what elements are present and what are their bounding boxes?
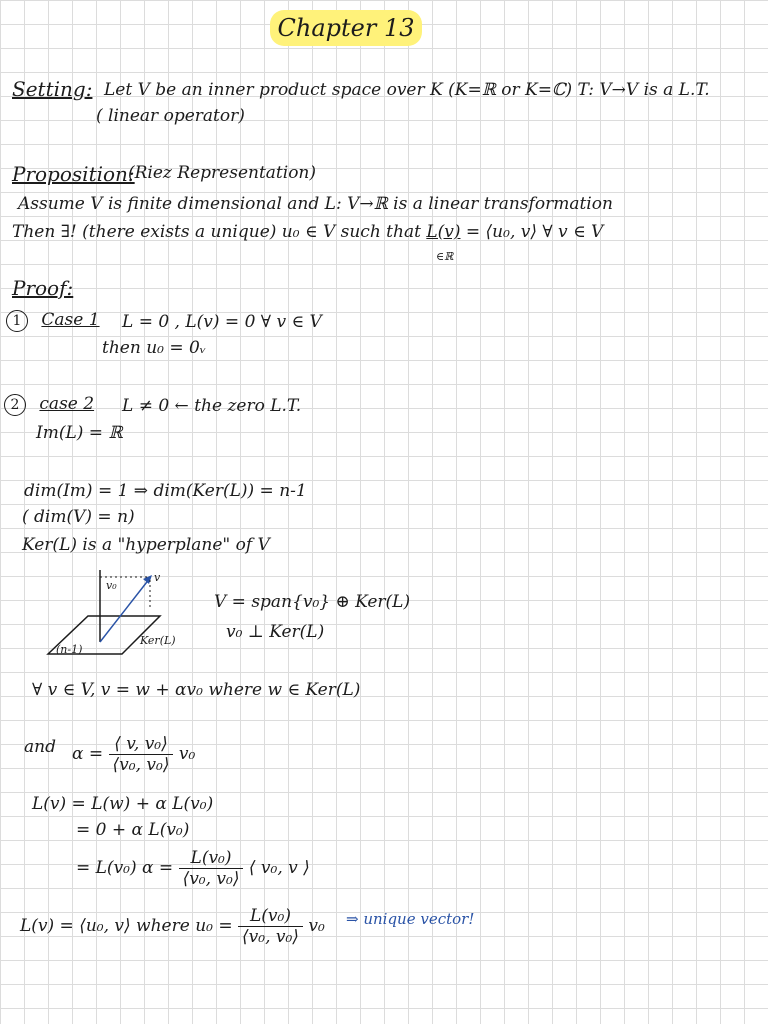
lv-line-2: = 0 + α L(v₀) — [76, 820, 190, 840]
alpha-numerator: ⟨ v, v₀⟩ — [109, 734, 174, 755]
case-2-line-2: Im(L) = ℝ — [36, 423, 123, 443]
diagram-label-v0: v₀ — [106, 579, 117, 592]
lv-line-1: L(v) = L(w) + α L(v₀) — [32, 794, 214, 814]
case-1-row — [6, 310, 100, 332]
case-1-line-2: then u₀ = 0ᵥ — [102, 338, 207, 358]
final-line — [20, 906, 325, 947]
proposition-label: Proposition: — [12, 162, 135, 186]
lv-line-3 — [76, 848, 310, 889]
forall-decomposition: ∀ v ∈ V, v = w + αv₀ where w ∈ Ker(L) — [32, 680, 361, 700]
case-2-number: 2 — [4, 394, 26, 416]
case-1-line-1: L = 0 , L(v) = 0 ∀ v ∈ V — [122, 312, 322, 332]
perp-statement: v₀ ⊥ Ker(L) — [226, 622, 325, 642]
case-2-label: case 2 — [39, 394, 95, 414]
dim-line-1: dim(Im) = 1 ⇒ dim(Ker(L)) = n-1 — [24, 481, 307, 501]
final-denominator: ⟨v₀, v₀⟩ — [242, 927, 299, 947]
final-post: v₀ — [308, 916, 325, 936]
alpha-denominator: ⟨v₀, v₀⟩ — [112, 755, 170, 775]
final-numerator: L(v₀) — [238, 906, 303, 927]
lv-line-3-post: ⟨ v₀, v ⟩ — [248, 858, 310, 878]
case-2-line-1: L ≠ 0 ← the zero L.T. — [122, 396, 302, 416]
case-1-number: 1 — [6, 310, 28, 332]
proposition-line-2-post: = ⟨u₀, v⟩ ∀ v ∈ V — [465, 222, 604, 242]
alpha-fraction — [109, 734, 174, 775]
diagram-label-v: v — [154, 571, 161, 584]
span-equation: V = span{v₀} ⊕ Ker(L) — [214, 592, 411, 612]
case-1-label: Case 1 — [41, 310, 100, 330]
lv-line-3-numerator: L(v₀) — [179, 848, 244, 869]
alpha-eq-post: v₀ — [178, 744, 196, 764]
proposition-line-1: Assume V is finite dimensional and L: V→ℝ is a linear transformation — [18, 194, 613, 214]
setting-line-2: ( linear operator) — [96, 106, 245, 126]
proposition-lv: L(v) — [426, 222, 461, 242]
lv-line-3-pre: = L(v₀) α = — [76, 858, 174, 878]
proof-label: Proof: — [12, 276, 74, 300]
setting-label: Setting: — [12, 77, 93, 101]
alpha-eq-pre: α = — [72, 744, 104, 764]
final-fraction — [238, 906, 303, 947]
proposition-line-2 — [12, 222, 603, 242]
chapter-title: Chapter 13 — [270, 10, 422, 46]
v-vector-arrowhead — [143, 575, 152, 584]
dim-line-2: ( dim(V) = n) — [22, 507, 135, 527]
hyperplane-line: Ker(L) is a "hyperplane" of V — [22, 535, 270, 555]
and-label: and — [24, 737, 56, 757]
lv-line-3-denominator: ⟨v₀, v₀⟩ — [182, 869, 240, 889]
lv-line-3-fraction — [179, 848, 244, 889]
unique-vector-note: ⇒ unique vector! — [346, 910, 475, 928]
setting-line-1: Let V be an inner product space over K (K=ℝ or K=ℂ) T: V→V is a L.T. — [104, 80, 710, 100]
diagram-label-n-1: (n-1) — [56, 643, 83, 656]
final-pre: L(v) = ⟨u₀, v⟩ where u₀ = — [20, 916, 233, 936]
case-2-row — [4, 394, 94, 416]
proposition-line-2-pre: Then ∃! (there exists a unique) u₀ ∈ V such that — [12, 222, 421, 242]
proposition-under-label: ∈ℝ — [436, 250, 454, 263]
proposition-name: (Riez Representation) — [128, 163, 317, 183]
diagram-label-kerl: Ker(L) — [140, 634, 176, 647]
alpha-equation — [72, 734, 195, 775]
